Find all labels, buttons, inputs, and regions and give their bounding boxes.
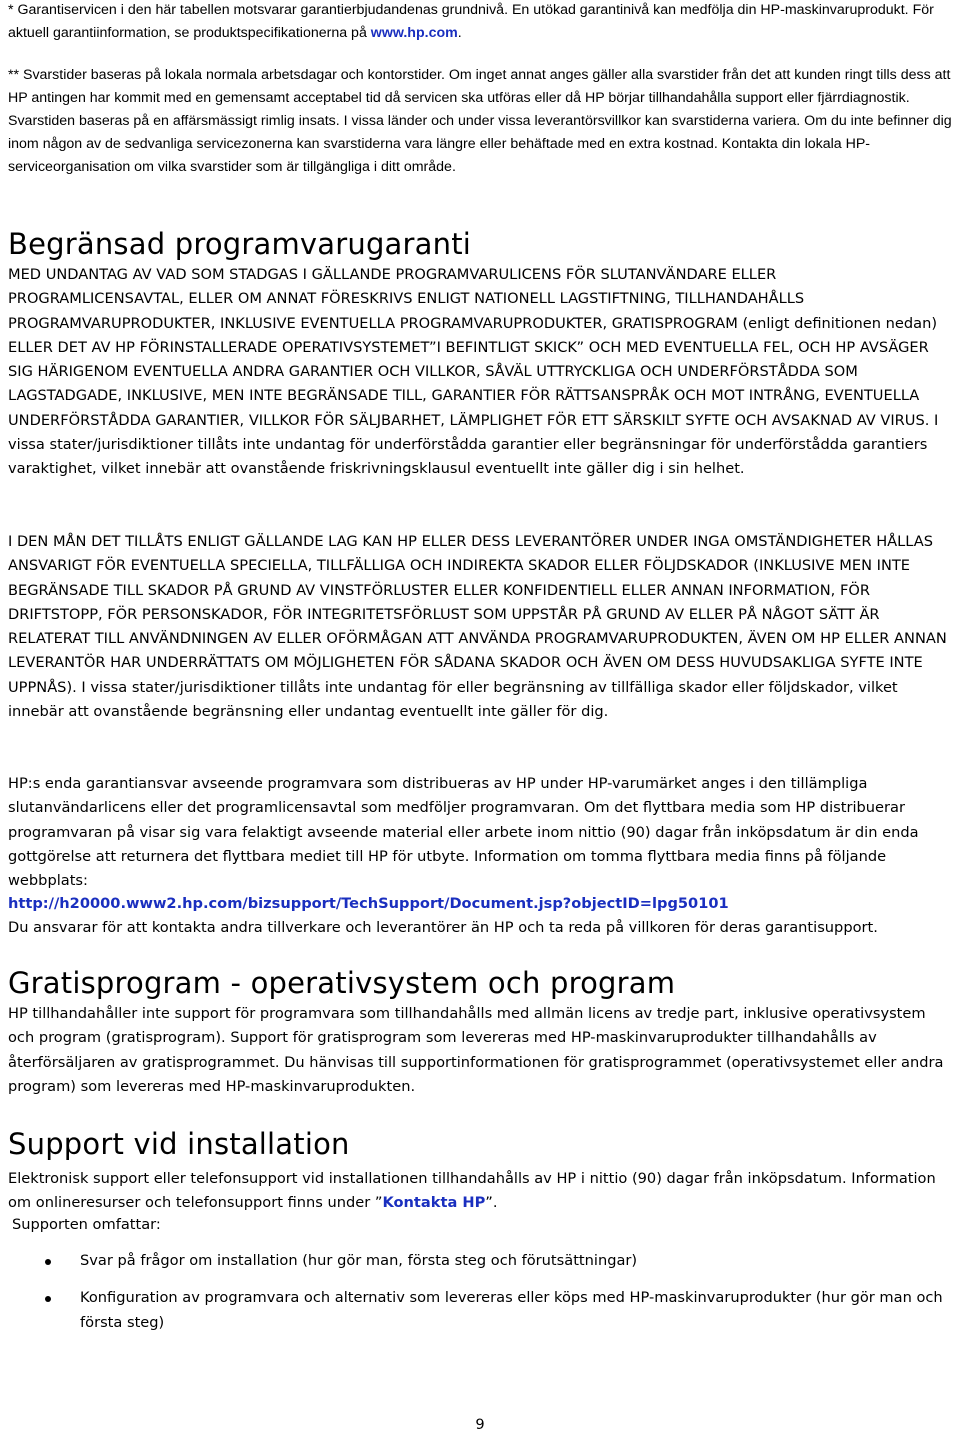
liability-limitation-paragraph: I DEN MÅN DET TILLÅTS ENLIGT GÄLLANDE LAG KAN HP ELLER DESS LEVERANTÖRER UNDER INGA OMSTÄNDIGHETER HÅLLAS ANSVARIGT FÖR EVENTUELLA SPECIELLA, TILLFÄLLIGA OCH INDIREKTA SKADOR ELLER FÖLJDSKADOR (INKLUSIVE MEN INTE BEGRÄNSADE TILL SKADOR PÅ GRUND AV VINSTFÖRLUSTER ELLER KONFIDENTIELL ELLER ANNAN INFORMATION, FÖR DRIFTSTOPP, FÖR PERSONSKADOR, FÖR INTEGRITETSFÖRLUST SOM UPPSTÅR PÅ GRUND AV ELLER PÅ NÅGOT SÄTT ÄR RELATERAT TILL ANVÄNDNINGEN AV ELLER OFÖRMÅGAN ATT ANVÄNDA PROGRAMVARUPRODUKTEN, ÄVEN OM HP ELLER ANNAN LEVERANTÖR HAR UNDERRÄTTATS OM MÖJLIGHETEN FÖR SÅDANA SKADOR OCH ÄVEN OM DESS HUVUDSAKLIGA SYFTE INTE UPPNÅS). I vissa stater/jurisdiktioner tillåts inte undantag för eller begränsning av tillfälliga skador eller följdskador, vilket innebär att ovanstående begränsning eller undantag eventuellt inte gäller för dig. [8,533,947,721]
free-software-paragraph: HP tillhandahåller inte support för programvara som tillhandahålls med allmän licens av tredje part, inklusive operativsystem och program (gratisprogram). Support för gratisprogram som levereras med HP-maskinvaruprodukter tillhandahålls av återförsäljaren av gratisprogrammet. Du hänvisas till supportinformationen för gratisprogrammet (operativsystemet eller andra program) som levereras med HP-maskinvaruprodukten. [8,1005,944,1095]
support-items-list [8,1249,956,1335]
bullet-icon [45,1259,51,1265]
page-number: 9 [475,1416,485,1433]
list-item [8,1249,956,1273]
support-list-intro: Supporten omfattar: [12,1216,161,1233]
vendor-contact-paragraph: Du ansvarar för att kontakta andra tillverkare och leverantörer än HP och ta reda på villkoren för deras garantisupport. [8,919,878,936]
support-document-link[interactable]: http://h20000.www2.hp.com/bizsupport/TechSupport/Document.jsp?objectID=lpg50101 [8,895,729,912]
list-item-text: Svar på frågor om installation (hur gör man, första steg och förutsättningar) [80,1252,638,1269]
free-software-heading: Gratisprogram - operativsystem och program [8,966,676,1000]
installation-support-text-end: ”. [485,1194,498,1212]
list-item [8,1286,956,1335]
contact-hp-link[interactable]: Kontakta HP [382,1194,486,1212]
software-warranty-paragraph: HP:s enda garantiansvar avseende programvara som distribueras av HP under HP-varumärket anges i den tillämpliga slutanvändarlicens eller det programlicensavtal som medföljer programvaran. Om det flyttbara media som HP distribuerar programvaran på visar sig vara felaktigt avseende material eller arbete inom nittio (90) dagar från inköpsdatum är din enda gottgörelse att returnera det flyttbara mediet till HP för utbyte. Information om tomma flyttbara media finns på följande webbplats: [8,775,919,890]
warranty-note-1-end: . [457,25,462,41]
installation-support-text: Elektronisk support eller telefonsupport vid installationen tillhandahålls av HP i nittio (90) dagar från inköpsdatum. Information om onlineresurser och telefonsupport finns under ” [8,1170,936,1212]
bullet-icon [45,1296,51,1302]
warranty-note-1-text: * Garantiservicen i den här tabellen motsvarar garantierbjudandenas grundnivå. En utökad garantinivå kan medfölja din HP-maskinvaruprodukt. För aktuell garantiinformation, se produktspecifikationerna på [8,2,934,41]
limited-software-warranty-heading: Begränsad programvarugaranti [8,227,472,261]
warranty-note-2: ** Svarstider baseras på lokala normala arbetsdagar och kontorstider. Om inget annat anges gäller alla svarstider från det att kunden ringt tills dess att HP antingen har kommit med en gemensamt acceptabel tid då servicen ska utföras eller då HP börjar tillhandahålla support eller fjärrdiagnostik. Svarstiden baseras på en affärsmässigt rimlig insats. I vissa länder och under vissa leverantörsvillkor kan svarstiderna variera. Om du inte befinner dig inom någon av de sedvanliga servicezonerna kan svarstiderna vara längre eller behäftade med en extra kostnad. Kontakta din lokala HP-serviceorganisation om vilka svarstider som är tillgängliga i ditt område. [8,67,952,175]
installation-support-heading: Support vid installation [8,1127,350,1161]
support-document-url [8,892,956,916]
installation-support-paragraph [8,1167,956,1216]
hp-website-link[interactable]: www.hp.com [370,25,458,41]
list-item-text: Konfiguration av programvara och alternativ som levereras eller köps med HP-maskinvaruprodukter (hur gör man och första steg) [80,1289,943,1331]
warranty-note-1 [8,0,956,45]
warranty-disclaimer-paragraph: MED UNDANTAG AV VAD SOM STADGAS I GÄLLANDE PROGRAMVARULICENS FÖR SLUTANVÄNDARE ELLER PROGRAMLICENSAVTAL, ELLER OM ANNAT FÖRESKRIVS ENLIGT NATIONELL LAGSTIFTNING, TILLHANDAHÅLLS PROGRAMVARUPRODUKTER, INKLUSIVE EVENTUELLA PROGRAMVARUPRODUKTER, GRATISPROGRAM (enligt definitionen nedan) ELLER DET AV HP FÖRINSTALLERADE OPERATIVSYSTEMET”I BEFINTLIGT SKICK” OCH MED EVENTUELLA FEL, OCH HP AVSÄGER SIG HÄRIGENOM EVENTUELLA ANDRA GARANTIER OCH VILLKOR, SÅVÄL UTTRYCKLIGA OCH UNDERFÖRSTÅDDA SOM LAGSTADGADE, INKLUSIVE, MEN INTE BEGRÄNSADE TILL, GARANTIER FÖR RÄTTSANSPRÅK OCH MOT INTRÅNG, EVENTUELLA UNDERFÖRSTÅDDA GARANTIER, VILLKOR FÖR SÄLJBARHET, LÄMPLIGHET FÖR ETT SÄRSKILT SYFTE OCH AVSAKNAD AV VIRUS. I vissa stater/jurisdiktioner tillåts inte undantag för underförstådda garantier eller begränsningar för underförstådda garantiers varaktighet, vilket innebär att ovanstående friskrivningsklausul eventuellt inte gäller dig i sin helhet. [8,266,939,478]
